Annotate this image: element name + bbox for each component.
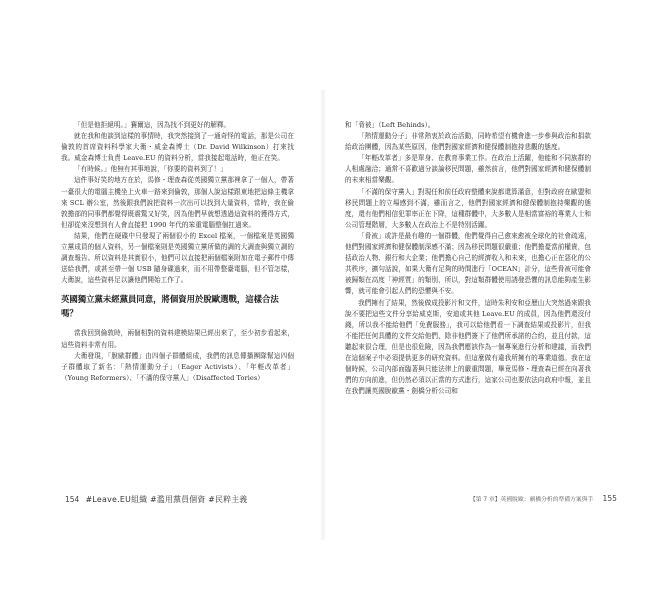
left-paragraph: 當我回到倫敦時，兩個相對的資料建模結果已經出來了，至少初步看起來，這些資料非常有用。 — [61, 329, 294, 349]
running-chapter-title: 【第 7 章】英國脫歐：劍橋分析的準備方案與手 — [470, 497, 594, 503]
right-page-number: 155 — [602, 494, 617, 503]
right-footer — [470, 494, 621, 503]
right-paragraph: 「不滿的保守黨人」對現任和前任政府整體來說都還算滿意，但對政府在歐盟和移民問題上的立場感到不滿，雖而言之，他們對國家經濟和健保體制抱持樂觀的態度，還有他們相信犯罪率正在下降，這種群體中，大多數人是相當富裕的專業人士和公司管理階層，大多數人在政治上不是特別活躍。 — [345, 187, 591, 229]
left-paragraph: 大衛發現，「脫歐群體」由四個子群體組成，我們的訊息傳播團隊幫這四個子群體取了新名：「熱情運動分子」（Eager Activists）、「年輕改革者」（Young Reformers）、「不滿的保守黨人」（Disaffected Tories） — [61, 351, 294, 382]
left-footer — [61, 494, 247, 505]
book-gutter — [320, 90, 326, 540]
left-page — [61, 120, 294, 384]
left-paragraph: 「有時候。」他無有其事地說，「你要的資料到了！」 — [74, 165, 227, 174]
left-paragraph: 就在我和他談到這樣的事情時，我突然接到了一通奇怪的電話，那是公司在倫敦的首席資料科學家大衛・威金森博士（Dr. David Wilkinson）打來找我。威金森博士負責 Leave.EU 的資料分析，當我接起電話時，他正在笑。 — [61, 132, 294, 163]
left-paragraph: 「但是他拒絕明。」賽爾這，因為找不到更好的解釋。 — [74, 121, 231, 129]
right-paragraph: 「脅被」或許是最有趣的一個群體，他們覺得自己愈來愈被全球化的社會疏遠，他們對國家經濟和健保體制深感不滿；因為移民問題很嚴重；他們擔憂當前權貴，包括政治人物、銀行和大企業；他們擔心自己的經濟收入和未來，也擔心正在惡化的公共秩序，擴句話說，如果大衛有足夠的時間進行「OCEAN」計分，這些脅被可能會被歸類在高度「神經質」的類別，所以，對這類群體使用誘發恐懼的訊息能夠產生影響，就可能會引起人們的恐懼與不安。 — [345, 231, 591, 296]
left-paragraph: 這件事好笑的地方在於，馬修・理查森從英國獨立黨那裡拿了一個人，帶著一臺很大的電腦主機坐上火車一路來到倫敦，那個人說這樣跟東地把這條主機拿來 SCL 辦公室，然後跟我們說把資料一次出可以找到大量資料，當時，我在倫敦擔部的同事們都覺得既震驚又好笑，因為他們早就想透過這資料的獲得方式，但卻從來沒想到有人會直接把 1990 年代的笨重電腦整個扛過來。 — [61, 176, 294, 229]
left-paragraph: 結果，他們在硬碟中只發現了兩個很小的 Excel 檔案，一個檔案是英國獨立黨成員的個人資料，另一個檔案則是英國獨立黨所做的調的大調查與獨立調的調查報告。所以資料是其實很小，他們可以直接把兩個檔案附加在電子郵件中傳送給我們，或甚至帶一個 USB 隨身碟過來，而不用帶整臺電腦，但不管怎樣，大衛說，這些資料足以讓他們開始工作了。 — [61, 231, 294, 285]
right-paragraph: 「年輕改革者」多是單身、在教育事業工作。在政治上活躍，他能和不同族群的人相處融洽；通常不喜歡過分談論移民問題，雖然前言，他們對國家經濟和健保體制的未來相當樂觀。 — [345, 154, 591, 185]
right-paragraph: 我們擁有了結果，然後做成投影片和文件，這時朱利安和亞歷山大突然過來跟我說不要把這些文件分享給威克斯，安迪或其他 Leave.EU 的成員，因為他們還沒付錢，所以我不能給他們「免費服務」，我可以給他們看一下調查結果或投影片，但我不能把任何具體的文件交給他們，除非他們簽下了他們所承諾的合約，並且付款，這聽起來很合理，但是也很危險，因為我們應該作為一個專案進行分析和建議，而我們在這個案子中必須提供更多的研究資料。但這麼做有違我所擁有的專業道德。我在這個時候，公司內部面臨著與只能法律上的嚴重問題，畢竟馬修・理查森已經在向著我們的方向前進，但仍然必須以正當的方式進行，這家公司也要依法向政府申報，並且在我們讓英國脫歐黨・劍橋分析公司和 — [345, 298, 591, 396]
footer-hashtags: #Leave.EU組織 #濫用黨員個資 #民粹主義 — [85, 495, 248, 504]
right-paragraph: 「熱情運動分子」非常熱衷於政治活動，同時希望有機會進一步參與政治和捐款給政治團體，因為某些原因，他們對國家經濟和健保體制抱持悲觀的態度。 — [345, 132, 591, 152]
section-heading: 英國獨立黨未經黨員同意，將個資用於脫歐選戰，這樣合法嗎？ — [61, 294, 279, 319]
right-page — [345, 120, 591, 397]
left-page-number: 154 — [65, 495, 80, 504]
right-paragraph: 和「脅被」（Left Behinds）。 — [345, 121, 435, 129]
